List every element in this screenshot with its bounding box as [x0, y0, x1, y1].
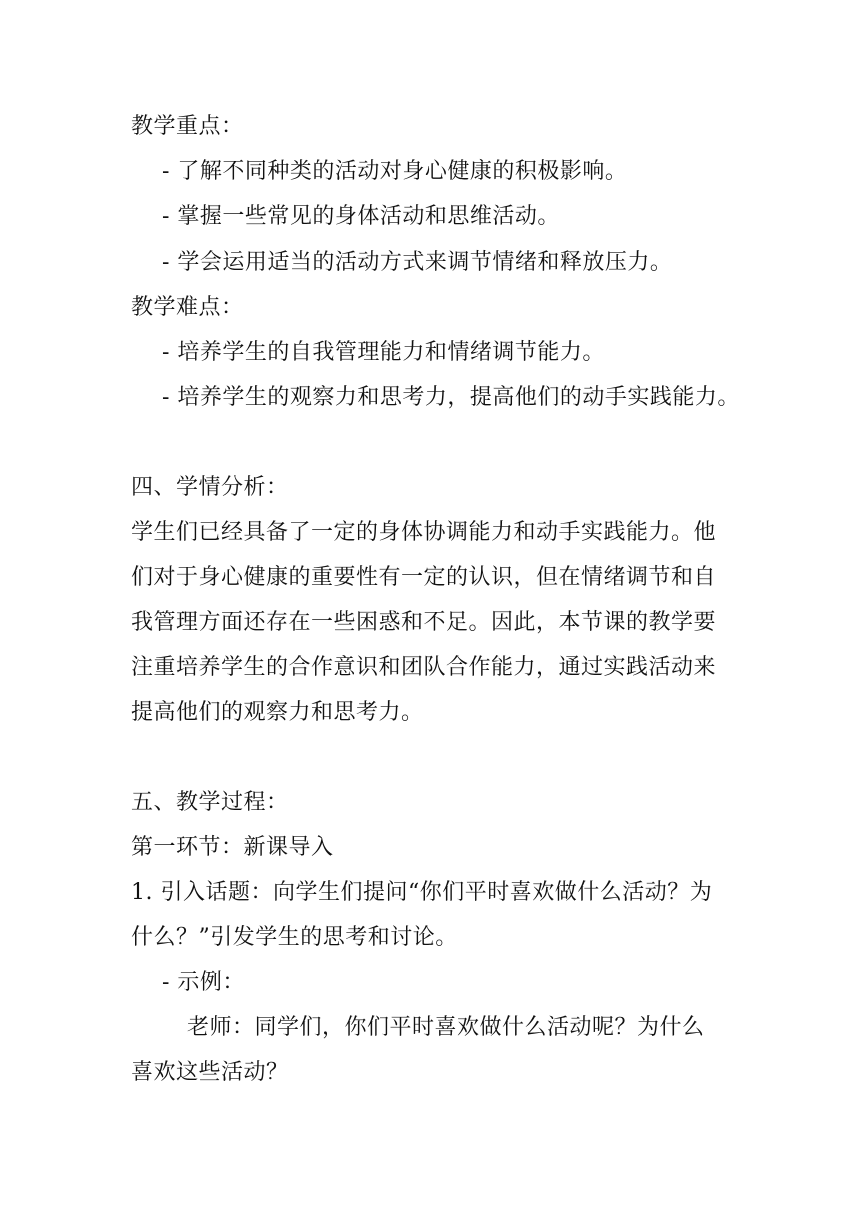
analysis-line-5: 提高他们的观察力和思考力。: [131, 700, 424, 725]
analysis-heading: 四、学情分析：: [131, 475, 289, 500]
focus-item-2: - 掌握一些常见的身体活动和思维活动。: [162, 204, 560, 229]
difficulty-heading: 教学难点：: [131, 295, 244, 320]
process-heading: 五、教学过程：: [131, 790, 289, 815]
dialogue-line-2: 喜欢这些活动？: [131, 1060, 289, 1085]
focus-item-3: - 学会运用适当的活动方式来调节情绪和释放压力。: [162, 250, 673, 275]
focus-heading: 教学重点：: [131, 114, 244, 139]
process-step-title: 第一环节：新课导入: [131, 835, 334, 860]
analysis-line-4: 注重培养学生的合作意识和团队合作能力，通过实践活动来: [131, 655, 717, 680]
difficulty-item-1: - 培养学生的自我管理能力和情绪调节能力。: [162, 340, 605, 365]
focus-item-1: - 了解不同种类的活动对身心健康的积极影响。: [162, 159, 628, 184]
process-item-1-line-2: 什么？”引发学生的思考和讨论。: [131, 925, 458, 950]
process-item-1-line-1: 1. 引入话题：向学生们提问“你们平时喜欢做什么活动？为: [131, 880, 713, 905]
analysis-line-3: 我管理方面还存在一些困惑和不足。因此，本节课的教学要: [131, 610, 717, 635]
example-label: - 示例：: [162, 970, 245, 995]
analysis-line-2: 们对于身心健康的重要性有一定的认识，但在情绪调节和自: [131, 565, 717, 590]
dialogue-line-1: 老师：同学们，你们平时喜欢做什么活动呢？为什么: [187, 1015, 705, 1040]
analysis-line-1: 学生们已经具备了一定的身体协调能力和动手实践能力。他: [131, 520, 717, 545]
difficulty-item-2: - 培养学生的观察力和思考力，提高他们的动手实践能力。: [162, 385, 740, 410]
